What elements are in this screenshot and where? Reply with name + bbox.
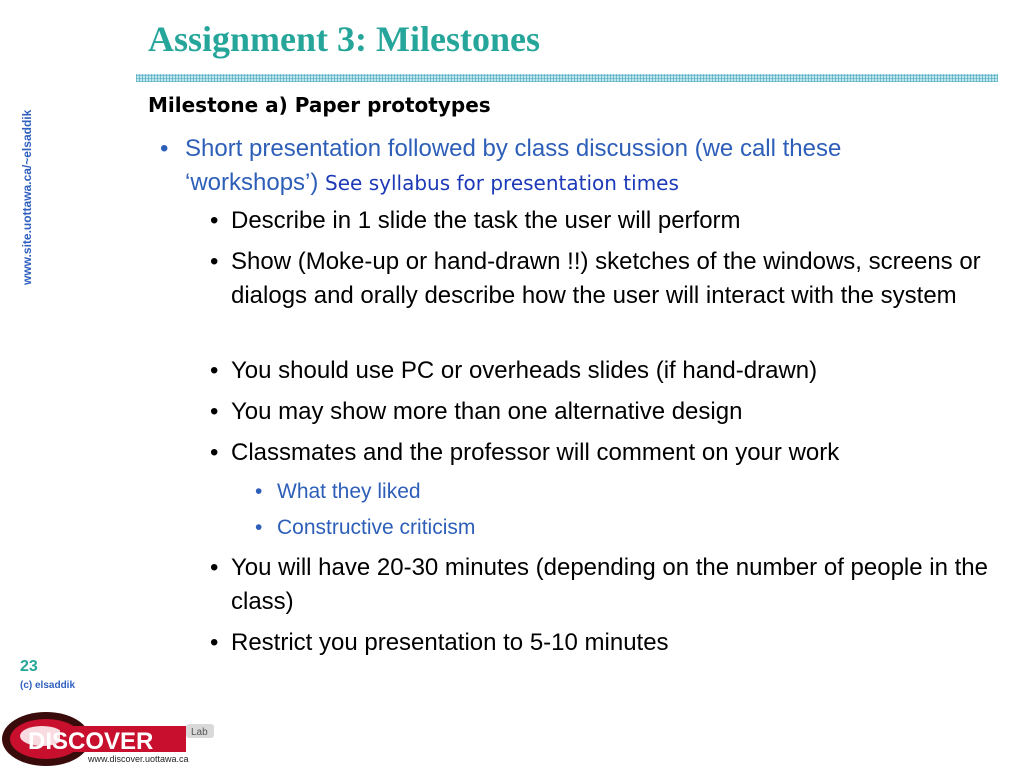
sub-sub-bullet — [255, 514, 955, 542]
sub-bullet-text: Classmates and the professor will comment on your work — [231, 439, 840, 466]
sub-bullet-text: Describe in 1 slide the task the user will perform — [231, 207, 741, 234]
sub-bullet-text: You should use PC or overheads slides (if hand-drawn) — [231, 357, 818, 384]
sub-bullet-text: You will have 20-30 minutes (depending on the number of people in the class) — [231, 554, 988, 615]
sub-bullet — [210, 354, 1000, 388]
bullet-dot: • — [160, 135, 169, 162]
logo-brand-text: DISCOVER — [28, 728, 154, 755]
discover-logo — [0, 706, 230, 768]
sub-bullet — [210, 626, 1000, 660]
logo-lab-text: Lab — [191, 727, 208, 738]
sub-bullet — [210, 395, 1000, 429]
sub-sub-bullet-text: Constructive criticism — [277, 516, 476, 539]
bullet-dot: • — [210, 207, 219, 234]
copyright-text: (c) elsaddik — [20, 680, 76, 691]
sub-bullet — [210, 436, 1000, 470]
bullet-dot: • — [210, 357, 219, 384]
bullet-dot: • — [210, 629, 219, 656]
sub-bullet-text: Restrict you presentation to 5-10 minutes — [231, 629, 669, 656]
bullet-dot: • — [210, 248, 219, 275]
sub-sub-bullet-text: What they liked — [277, 480, 421, 503]
logo-url-text: www.discover.uottawa.ca — [88, 754, 189, 764]
page-number: 23 — [20, 658, 38, 675]
side-url: www.site.uottawa.ca/~elsaddik — [20, 109, 34, 285]
bullet-dot: • — [210, 439, 219, 466]
main-bullet-accent: See syllabus for presentation times — [325, 171, 679, 195]
sub-bullet-text: Show (Moke-up or hand-drawn !!) sketches of the windows, screens or dialogs and orally describe how the user will interact with the system — [231, 248, 981, 309]
title-divider — [136, 74, 998, 82]
main-bullet-text — [185, 132, 980, 200]
bullet-dot: • — [210, 554, 219, 581]
bullet-dot: • — [255, 516, 263, 539]
sub-bullet — [210, 245, 1000, 313]
slide-title: Assignment 3: Milestones — [148, 19, 540, 59]
sub-bullet — [210, 204, 1000, 238]
sub-bullet — [210, 551, 1000, 619]
bullet-dot: • — [210, 398, 219, 425]
main-bullet — [160, 132, 980, 200]
section-heading: Milestone a) Paper prototypes — [148, 93, 491, 117]
sub-bullet-text: You may show more than one alternative design — [231, 398, 743, 425]
main-bullet-body: Short presentation followed by class discussion (we call these ‘workshops’) — [185, 135, 842, 196]
bullet-dot: • — [255, 480, 263, 503]
sub-sub-bullet — [255, 478, 955, 506]
